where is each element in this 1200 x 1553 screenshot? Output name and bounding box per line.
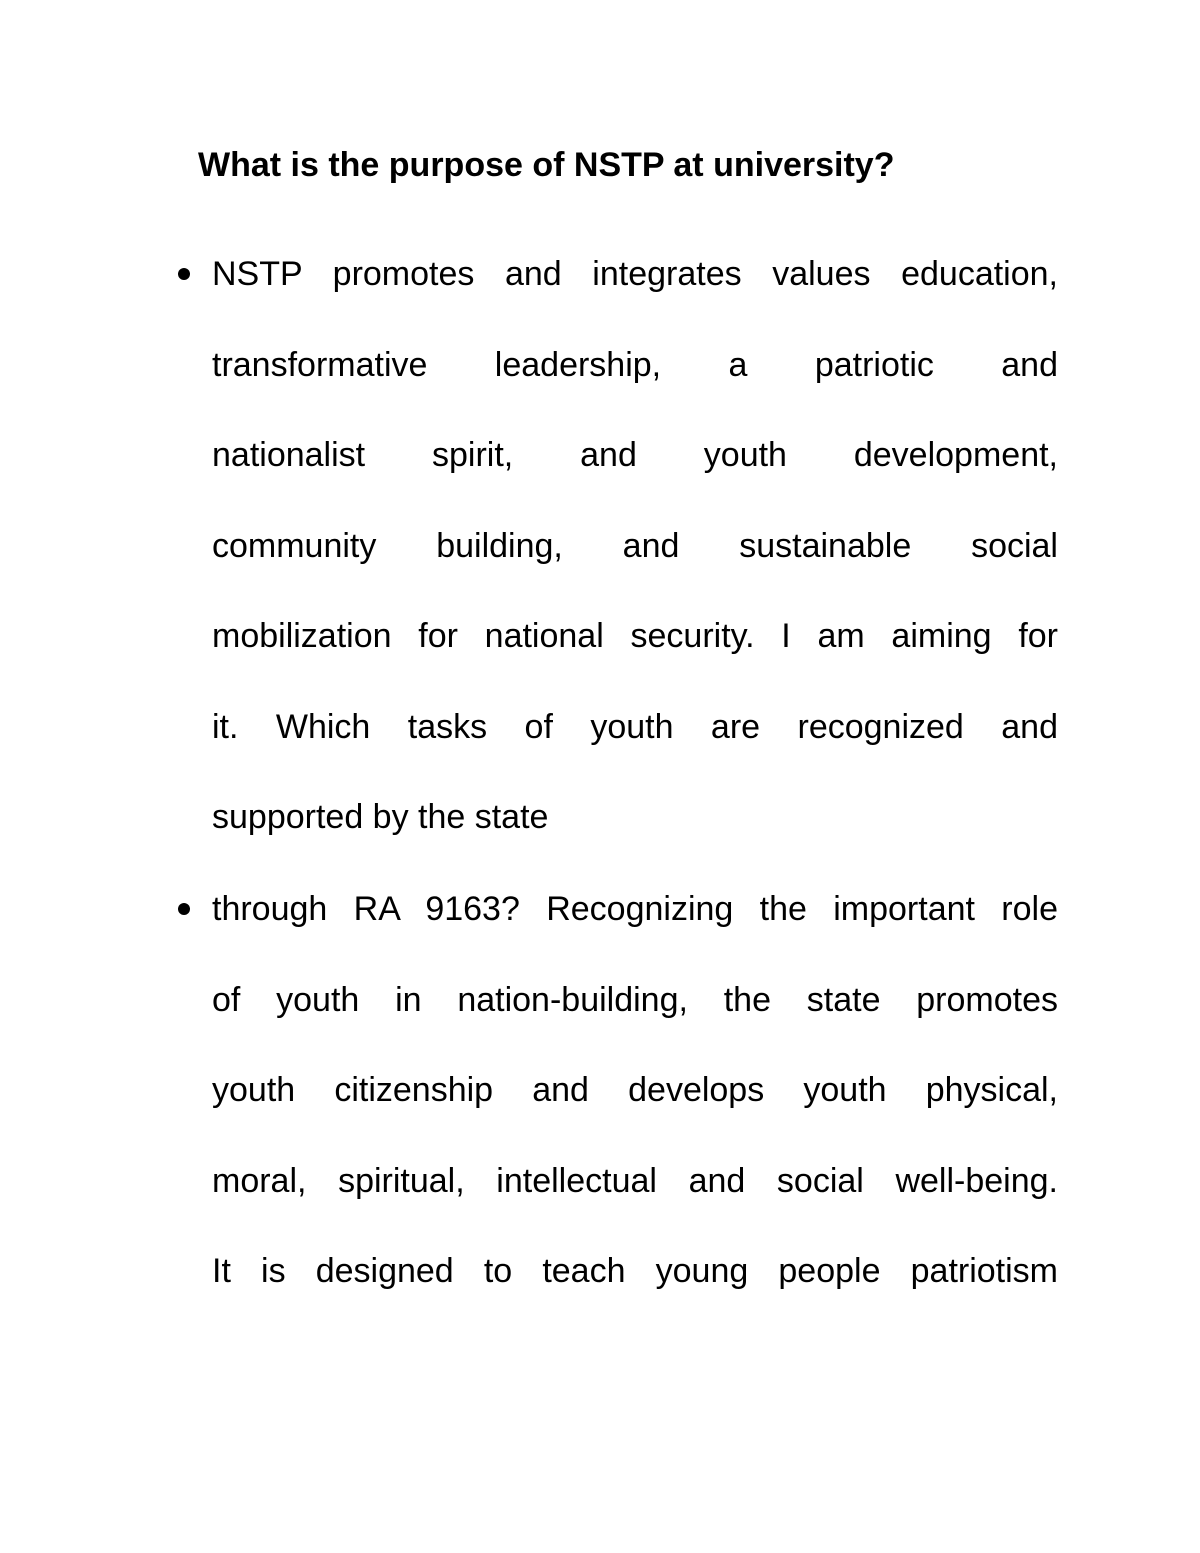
text-line: transformative leadership, a patriotic and — [212, 345, 1058, 384]
text-line: of youth in nation-building, the state promotes — [212, 980, 1058, 1019]
page-title: What is the purpose of NSTP at university? — [198, 146, 895, 184]
text-line: through RA 9163? Recognizing the important role — [212, 890, 1058, 928]
text-line: mobilization for national security. I am aiming for — [212, 617, 1058, 655]
text-line: NSTP promotes and integrates values education, — [212, 255, 1058, 293]
text-line: nationalist spirit, and youth development, — [212, 436, 1058, 474]
text-line: It is designed to teach young people patriotism — [212, 1252, 1058, 1290]
bullet-icon — [178, 903, 190, 915]
text-line: supported by the state — [212, 798, 549, 836]
text-line: it. Which tasks of youth are recognized and — [212, 707, 1058, 746]
text-line: youth citizenship and develops youth physical, — [212, 1071, 1058, 1109]
text-line: moral, spiritual, intellectual and social well-being. — [212, 1161, 1058, 1200]
text-line: community building, and sustainable social — [212, 526, 1058, 565]
bullet-icon — [178, 268, 190, 280]
bullet-item-2 — [212, 885, 1058, 1338]
bullet-item-1 — [212, 250, 1058, 884]
